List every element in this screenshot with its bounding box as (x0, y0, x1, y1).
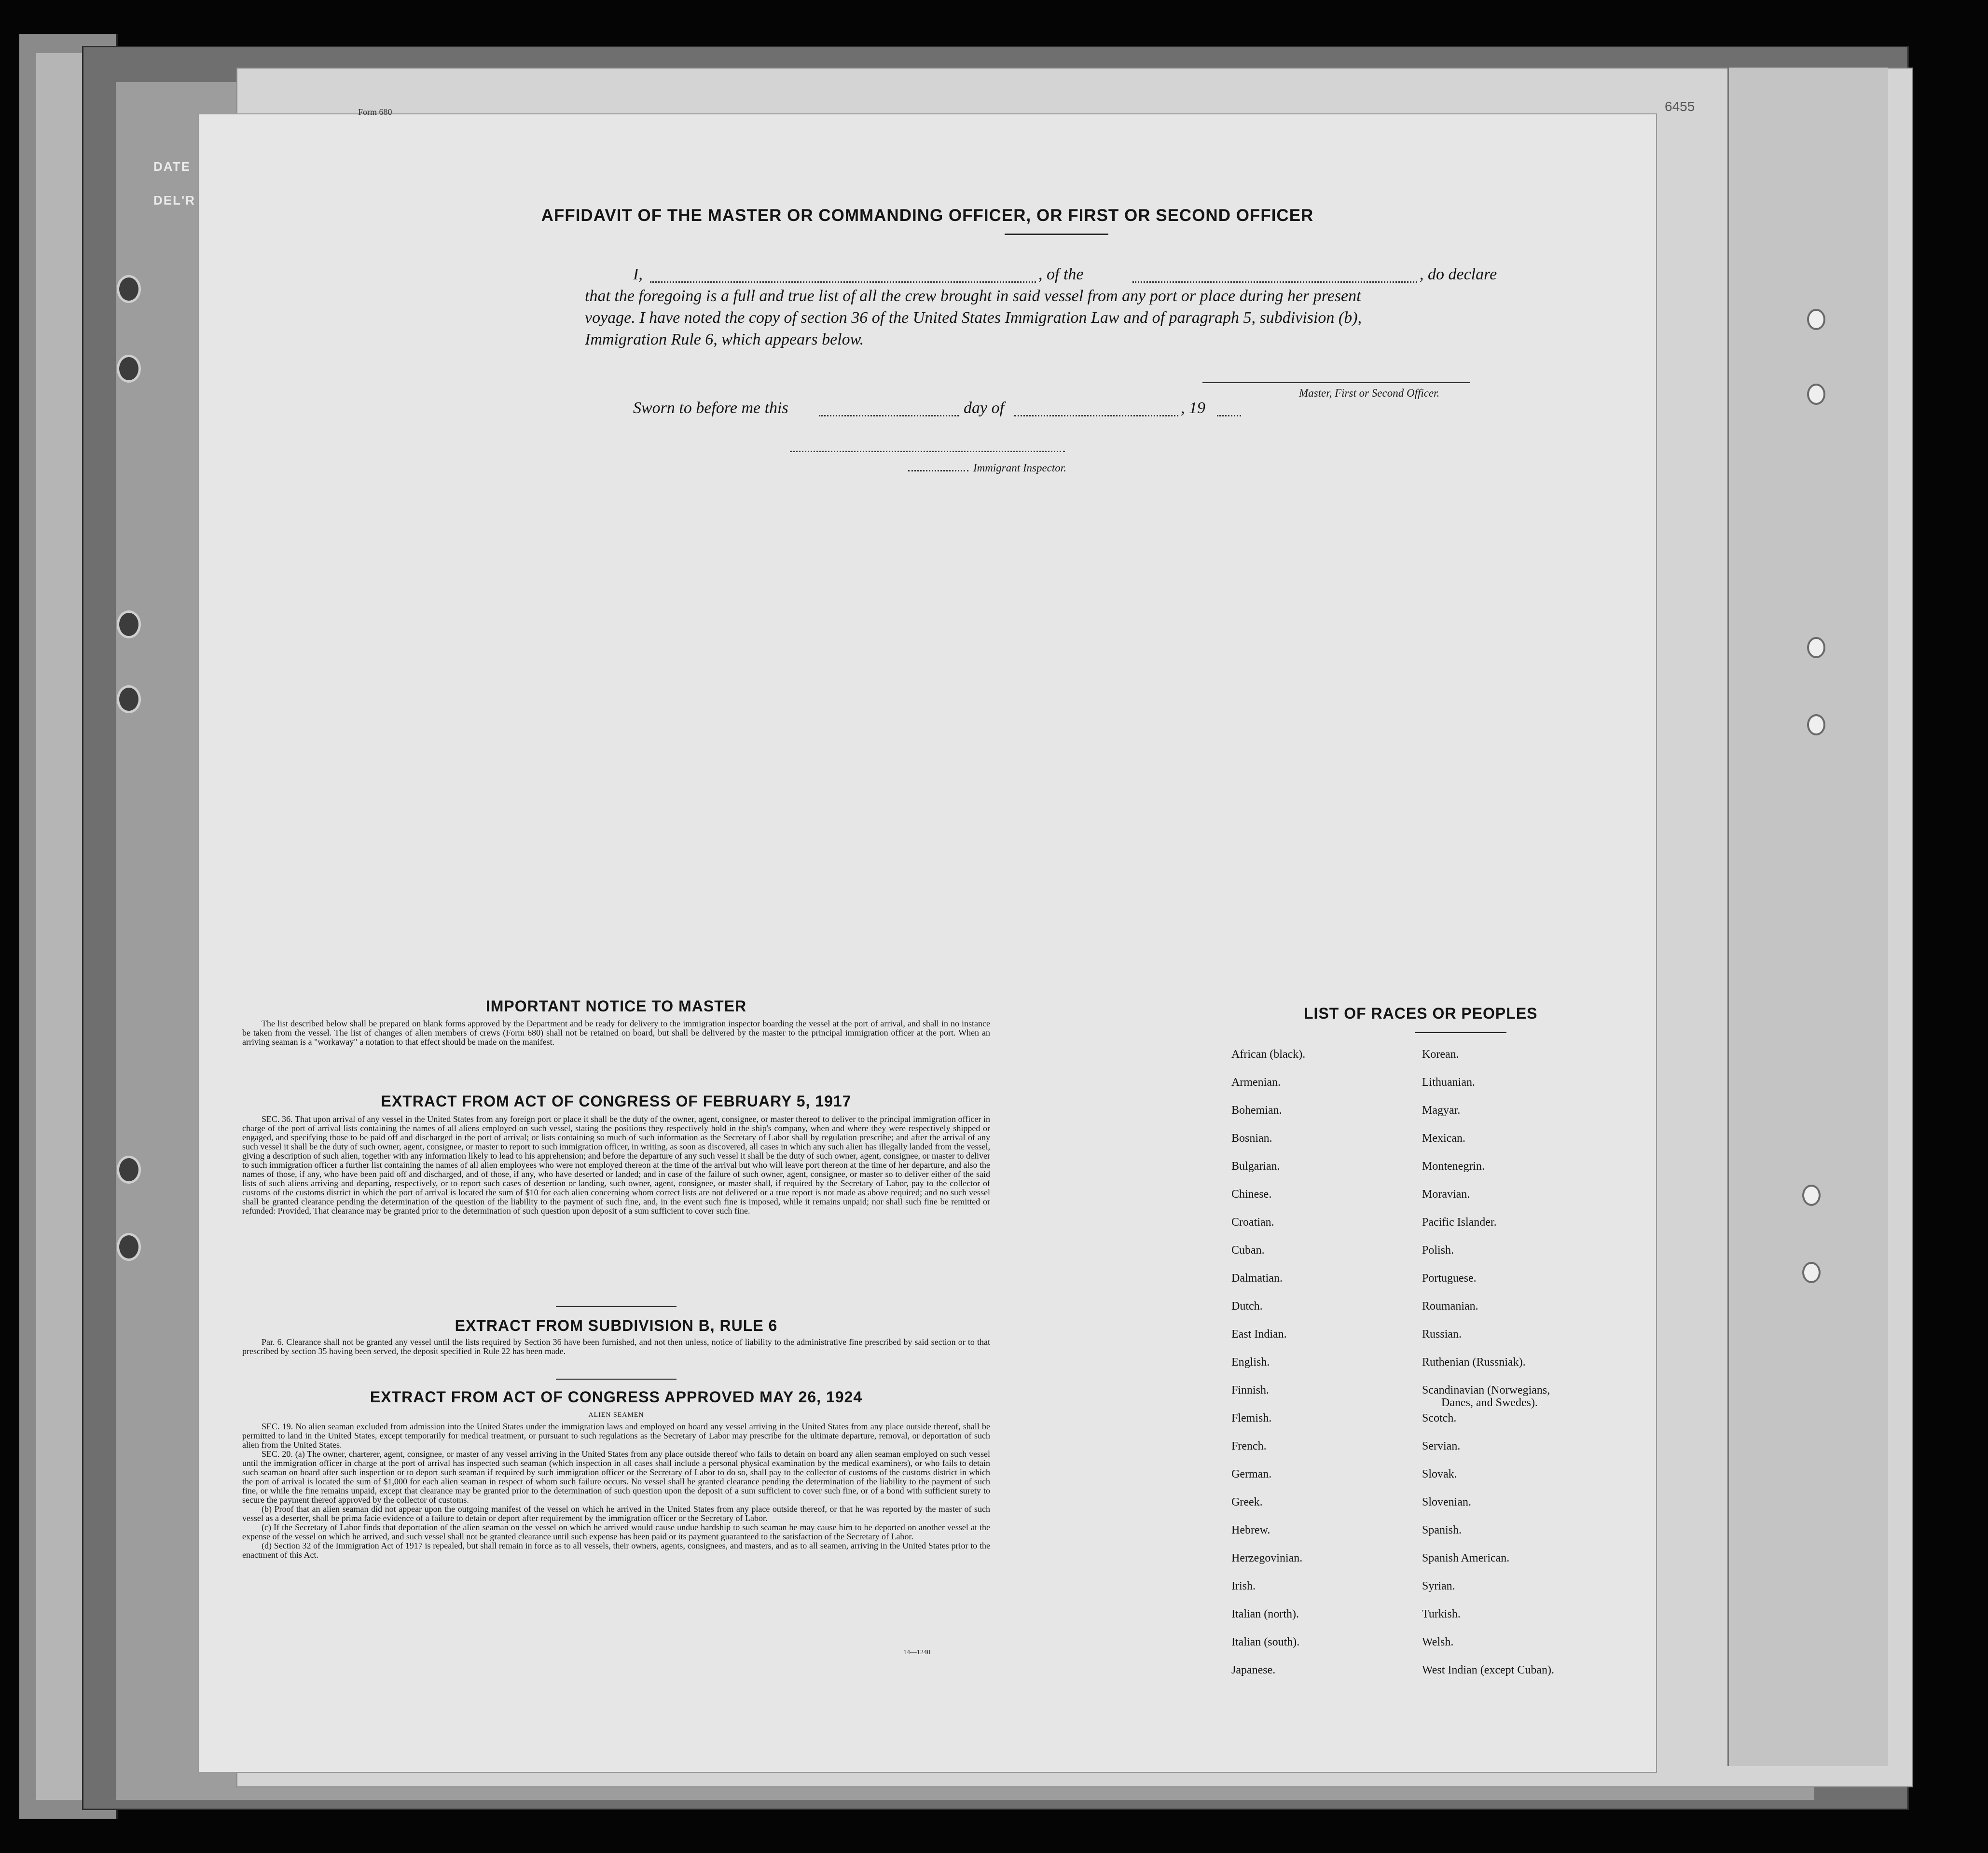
section-rule (556, 1306, 676, 1307)
punch-hole (1807, 637, 1825, 658)
affidavit-of-the: , of the (1038, 265, 1084, 283)
punch-hole (117, 610, 141, 638)
race-item: Flemish. (1231, 1412, 1272, 1424)
punch-hole (1802, 1262, 1821, 1283)
punch-hole (1807, 714, 1825, 735)
race-item: Herzegovinian. (1231, 1552, 1303, 1564)
race-item: Hebrew. (1231, 1524, 1270, 1536)
race-item: Scandinavian (Norwegians, (1422, 1384, 1550, 1397)
rule6-heading: EXTRACT FROM SUBDIVISION B, RULE 6 (455, 1317, 778, 1334)
affidavit-line-3: voyage. I have noted the copy of section 36 of the United States Immigration Law and of paragraph 5, subdivision (b), (585, 309, 1362, 327)
inspector-dots (908, 463, 968, 471)
race-item: Montenegrin. (1422, 1160, 1485, 1173)
race-item: Armenian. (1231, 1076, 1281, 1089)
title-rule (1005, 234, 1108, 235)
act-1917-heading: EXTRACT FROM ACT OF CONGRESS OF FEBRUARY 5, 1917 (381, 1092, 852, 1110)
sworn-year-blank[interactable] (1217, 402, 1241, 416)
punch-hole (117, 1233, 141, 1261)
day-of-text: day of (964, 399, 1005, 417)
race-item: Japanese. (1231, 1664, 1276, 1676)
race-item: Spanish. (1422, 1524, 1462, 1536)
race-item: Mexican. (1422, 1132, 1465, 1145)
race-item: French. (1231, 1440, 1267, 1452)
punch-hole (117, 1156, 141, 1184)
punch-hole (1807, 309, 1825, 330)
race-item: Servian. (1422, 1440, 1461, 1452)
background-sheet-left-inner (36, 53, 89, 1800)
master-name-blank[interactable] (650, 269, 1036, 283)
race-item: Italian (north). (1231, 1608, 1299, 1620)
race-item: Irish. (1231, 1580, 1256, 1592)
race-item: Croatian. (1231, 1216, 1274, 1229)
race-item: Greek. (1231, 1496, 1263, 1508)
act-1924-text-block (242, 1422, 990, 1560)
race-item: Dalmatian. (1231, 1272, 1283, 1285)
act-1924-subheading: ALIEN SEAMEN (588, 1411, 644, 1419)
race-item: Bosnian. (1231, 1132, 1272, 1145)
race-item: Scotch. (1422, 1412, 1457, 1424)
race-item: Roumanian. (1422, 1300, 1478, 1313)
margin-stamp-delr: DEL'R (153, 193, 195, 207)
race-item: Cuban. (1231, 1244, 1265, 1257)
master-signature-line[interactable] (1202, 382, 1470, 383)
punch-hole (117, 685, 141, 713)
act-1924-sec20d: (d) Section 32 of the Immigration Act of 1917 is repealed, but shall remain in force as to all vessels, their owners, agents, consignees, and masters, and as to all seamen, arriving in the United States prior to the enactment of this Act. (242, 1541, 990, 1560)
race-item: Welsh. (1422, 1636, 1454, 1648)
section-rule (556, 1379, 676, 1380)
affidavit-line-4: Immigration Rule 6, which appears below. (585, 331, 864, 348)
race-item: Bohemian. (1231, 1104, 1282, 1117)
affidavit-form-sheet (198, 107, 1657, 1773)
margin-stamp-date: DATE (153, 159, 191, 174)
vessel-name-blank[interactable] (1132, 269, 1417, 283)
race-item: Moravian. (1422, 1188, 1470, 1201)
punch-hole (117, 355, 141, 383)
race-item: Russian. (1422, 1328, 1462, 1341)
race-item: Magyar. (1422, 1104, 1461, 1117)
race-item: Finnish. (1231, 1384, 1270, 1397)
act-1924-sec20a: SEC. 20. (a) The owner, charterer, agent, consignee, or master of any vessel arriving in the United States from any place outside thereof who fails to detain on board any alien seaman employed on such vessel until the immigration officer in charge at the port of arrival has inspected such seaman (which inspection in all cases shall include a personal physical examination by the medical examiners), or who fails to detain such seaman on board after such inspection or to deport such seaman if required by such immigration officer or the Secretary of Labor to do so, shall pay to the collector of customs of the customs district in which the port of arrival is located the sum of $1,000 for each alien seaman in respect of whom such failure occurs. No vessel shall be granted clearance pending the determination of the liability to the payment of such fine, or while the fine remains unpaid, except that clearance may be granted prior to the determination of such question upon the deposit of a sum sufficient to cover such fine, or of a bond with sufficient surety to secure the payment thereof approved by the collector of customs. (242, 1449, 990, 1505)
race-item: Dutch. (1231, 1300, 1263, 1313)
act-1924-heading: EXTRACT FROM ACT OF CONGRESS APPROVED MAY 26, 1924 (370, 1388, 863, 1406)
punch-hole (1807, 384, 1825, 405)
sworn-month-blank[interactable] (1014, 402, 1178, 416)
race-item-continuation: Danes, and Swedes). (1441, 1397, 1538, 1409)
rule6-text: Par. 6. Clearance shall not be granted any vessel until the lists required by Section 36 have been furnished, and not then unless, notice of liability to the administrative fine prescribed by said section or to that prescribed by section 35 having been served, the deposit specified in Rule 22 has been made. (242, 1337, 990, 1356)
race-item: Syrian. (1422, 1580, 1455, 1592)
race-item: German. (1231, 1468, 1272, 1480)
race-item: Korean. (1422, 1048, 1459, 1061)
form-number: Form 680 (358, 107, 392, 117)
act-1924-sec20c: (c) If the Secretary of Labor finds that deportation of the alien seaman on the vessel on which he arrived would cause undue hardship to such seaman he may cause him to be deported on another vessel at the expense of the vessel on which he arrived, and such vessel shall not be granted clearance until such expense has been paid or its payment guaranteed to the satisfaction of the Secretary of Labor. (242, 1522, 990, 1541)
race-item: Polish. (1422, 1244, 1454, 1257)
punch-hole (117, 275, 141, 303)
act-1924-sec20b: (b) Proof that an alien seaman did not appear upon the outgoing manifest of the vessel on which he arrived in the United States from any place outside thereof, or that he was reported by the master of such vessel as a deserter, shall be prima facie evidence of a failure to detain or deport after requirement by the immigration officer or the Secretary of Labor. (242, 1504, 990, 1523)
punch-hole (1802, 1185, 1821, 1206)
race-item: Slovenian. (1422, 1496, 1471, 1508)
race-item: English. (1231, 1356, 1270, 1369)
master-signature-label: Master, First or Second Officer. (1299, 387, 1440, 399)
act-1924-sec19: SEC. 19. No alien seaman excluded from admission into the United States under the immigration laws and employed on board any vessel arriving in the United States from any place outside thereof, shall be permitted to land in the United States, except temporarily for medical treatment, or pursuant to such regulations as the Secretary of Labor may prescribe for the ultimate departure, removal, or deportation of such alien from the United States. (242, 1422, 990, 1450)
act-1917-text: SEC. 36. That upon arrival of any vessel in the United States from any foreign port or place it shall be the duty of the owner, agent, consignee, or master thereof to deliver to the principal immigration officer in charge of the port of arrival lists containing the names of all aliens employed on such vessel, stating the positions they respectively hold in the ship's company, when and where they were respectively shipped or engaged, and specifying those to be paid off and discharged in the port of arrival; or lists containing so much of such information as the Secretary of Labor shall by regulation prescribe; and after the arrival of any such vessel it shall be the duty of such owner, agent, consignee, or master to report to such immigration officer, in writing, as soon as discovered, all cases in which any such alien has illegally landed from the vessel, giving a description of such alien, together with any information likely to lead to his apprehension; and before the departure of any such vessel it shall be the duty of such owner, agent, consignee, or master to deliver to such immigration officer a further list containing the names of all alien employees who were not employed thereon at the time of the arrival but who will leave port thereon at the time of her departure, and also the names of those, if any, who have been paid off and discharged, and of those, if any, who have deserted or landed; and in case of the failure of such owner, agent, consignee, or master so to deliver either of the said lists of such aliens arriving and departing, respectively, or to report such cases of desertion or landing, such owner, agent, consignee, or master shall, if required by the Secretary of Labor, pay to the collector of customs of the customs district in which the port of arrival is located the sum of $10 for each alien concerning whom correct lists are not delivered or a true report is not made as above required; and no such vessel shall be granted clearance pending the determination of the question of the liability to the payment of such fine, and, in the event such fine is imposed, while it remains unpaid; nor shall such fine be remitted or refunded: Provided, That clearance may be granted prior to the determination of such question upon deposit of a sum sufficient to cover such fine. (242, 1114, 990, 1216)
race-item: Italian (south). (1231, 1636, 1300, 1648)
notice-heading: IMPORTANT NOTICE TO MASTER (485, 997, 747, 1015)
race-item: West Indian (except Cuban). (1422, 1664, 1554, 1676)
print-code: 14—1240 (903, 1649, 930, 1656)
affidavit-i: I, (633, 265, 643, 283)
race-item: Turkish. (1422, 1608, 1461, 1620)
race-item: Lithuanian. (1422, 1076, 1475, 1089)
affidavit-line-2: that the foregoing is a full and true list of all the crew brought in said vessel from any port or place during her present (585, 287, 1361, 305)
race-item: Portuguese. (1422, 1272, 1477, 1285)
affidavit-title: AFFIDAVIT OF THE MASTER OR COMMANDING OFFICER, OR FIRST OR SECOND OFFICER (541, 206, 1314, 225)
page-number: 6455 (1665, 99, 1695, 114)
inspector-label: Immigrant Inspector. (973, 462, 1066, 474)
year-text: , 19 (1181, 399, 1205, 417)
affidavit-do-declare: , do declare (1420, 265, 1497, 283)
notice-text: The list described below shall be prepared on blank forms approved by the Department and be ready for delivery to the immigration inspector boarding the vessel at the port of arrival, and shall in no instance be taken from the vessel. The list of changes of alien members of crews (Form 680) shall not be retained on board, but shall be delivered by the master to the principal immigration officer at the port. When an arriving seaman is a "workaway" a notation to that effect should be made on the manifest. (242, 1019, 990, 1047)
race-item: Spanish American. (1422, 1552, 1510, 1564)
race-item: Pacific Islander. (1422, 1216, 1497, 1229)
race-item: East Indian. (1231, 1328, 1287, 1341)
sworn-text: Sworn to before me this (633, 399, 788, 417)
sworn-day-blank[interactable] (819, 402, 959, 416)
race-item: African (black). (1231, 1048, 1306, 1061)
race-item: Chinese. (1231, 1188, 1272, 1201)
race-item: Bulgarian. (1231, 1160, 1280, 1173)
inspector-signature-line[interactable] (790, 451, 1065, 452)
race-item: Ruthenian (Russniak). (1422, 1356, 1526, 1369)
race-item: Slovak. (1422, 1468, 1457, 1480)
races-rule (1415, 1032, 1506, 1033)
races-heading: LIST OF RACES OR PEOPLES (1304, 1005, 1538, 1022)
